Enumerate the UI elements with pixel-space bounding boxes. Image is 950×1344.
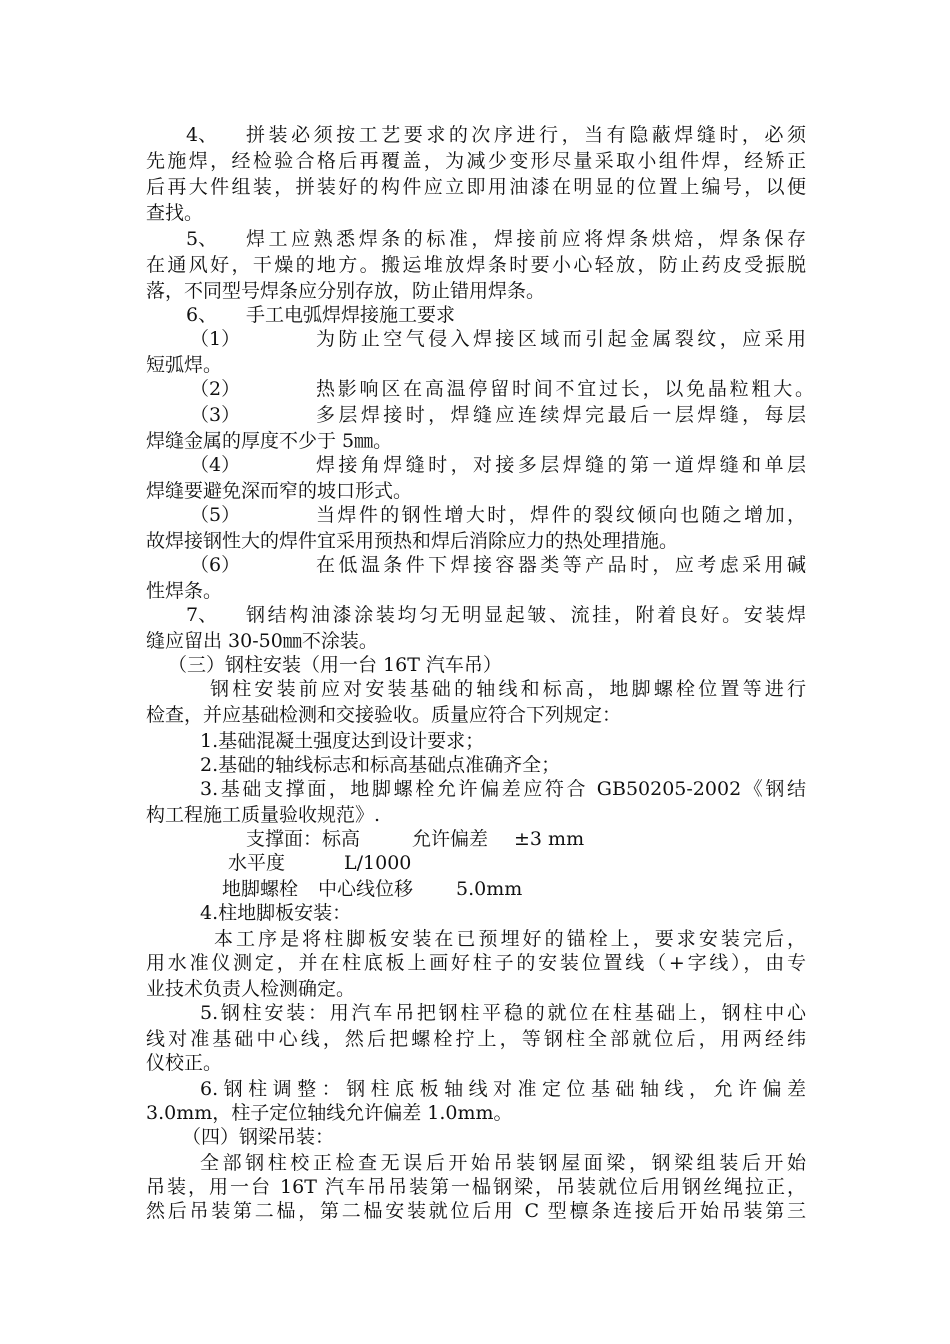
sub3-number: （3）: [190, 404, 241, 426]
tolerance-bolt-dev-label: 中心线位移: [318, 878, 414, 900]
sub1-line-1: 为防止空气侵入焊接区域而引起金属裂纹，应采用: [316, 328, 806, 350]
tolerance-support-label: 支撑面：标高: [246, 828, 361, 850]
sub6-line-2: 性焊条。: [146, 580, 223, 602]
item7-line-1: 钢结构油漆涂装均匀无明显起皱、流挂，附着良好。安装焊: [246, 604, 806, 626]
item4-number: 4、: [186, 124, 218, 146]
sub3-line-2: 焊缝金属的厚度不少于 5㎜。: [146, 430, 393, 452]
item5-line-1: 焊工应熟悉焊条的标准，焊接前应将焊条烘焙，焊条保存: [246, 228, 806, 250]
tolerance-level-label: 水平度: [228, 852, 286, 874]
requirement-2: 2.基础的轴线标志和标高基础点准确齐全；: [200, 754, 561, 776]
item5-number: 5、: [186, 228, 218, 250]
item4-line-2: 先施焊，经检验合格后再覆盖，为减少变形尽量采取小组件焊，经矫正: [146, 150, 806, 172]
sub4-line-1: 焊接角焊缝时，对接多层焊缝的第一道焊缝和单层: [316, 454, 806, 476]
sub1-line-2: 短弧焊。: [146, 354, 223, 376]
sub5-line-2: 故焊接钢性大的焊件宜采用预热和焊后消除应力的热处理措施。: [146, 530, 679, 552]
sub4-number: （4）: [190, 454, 241, 476]
sub6-line-1: 在低温条件下焊接容器类等产品时，应考虑采用碱: [316, 554, 806, 576]
requirement-1: 1.基础混凝土强度达到设计要求；: [200, 730, 485, 752]
requirement-3-line-1: 3.基础支撑面，地脚螺栓允许偏差应符合 GB50205-2002《钢结: [200, 778, 806, 800]
step6-line-2: 3.0mm，柱子定位轴线允许偏差 1.0mm。: [146, 1102, 513, 1124]
sub2-line-1: 热影响区在高温停留时间不宜过长，以免晶粒粗大。: [316, 378, 814, 400]
sub2-number: （2）: [190, 378, 241, 400]
item4-line-3: 后再大件组装，拼装好的构件应立即用油漆在明显的位置上编号，以便: [146, 176, 806, 198]
sub5-line-1: 当焊件的钢性增大时，焊件的裂纹倾向也随之增加，: [316, 504, 806, 526]
item5-line-3: 落，不同型号焊条应分别存放，防止错用焊条。: [146, 280, 546, 302]
requirement-3-line-2: 构工程施工质量验收规范》.: [146, 804, 381, 826]
sub1-number: （1）: [190, 328, 241, 350]
sub6-number: （6）: [190, 554, 241, 576]
tolerance-support-dev-label: 允许偏差: [412, 828, 489, 850]
step4-line-2: 用水准仪测定，并在柱底板上画好柱子的安装位置线（+字线），由专: [146, 952, 806, 974]
item7-line-2: 缝应留出 30-50㎜不涂装。: [146, 630, 378, 652]
section3-heading: （三）钢柱安装（用一台 16T 汽车吊）: [168, 654, 502, 676]
step4-line-1: 本工序是将柱脚板安装在已预埋好的锚栓上，要求安装完后，: [214, 928, 806, 950]
item6-number: 6、: [186, 304, 218, 326]
sub5-number: （5）: [190, 504, 241, 526]
tolerance-bolt-value: 5.0mm: [456, 878, 523, 900]
tolerance-support-value: ±3 mm: [514, 828, 585, 850]
section4-line-3: 然后吊装第二榀，第二榀安装就位后用 C 型檩条连接后开始吊装第三: [146, 1200, 806, 1222]
tolerance-bolt-label: 地脚螺栓: [222, 878, 299, 900]
section4-heading: （四）钢梁吊装：: [182, 1126, 335, 1148]
sub3-line-1: 多层焊接时，焊缝应连续焊完最后一层焊缝，每层: [316, 404, 806, 426]
section4-line-2: 吊装，用一台 16T 汽车吊吊装第一榀钢梁，吊装就位后用钢丝绳拉正，: [146, 1176, 806, 1198]
step6-line-1: 6.钢柱调整：钢柱底板轴线对准定位基础轴线，允许偏差: [200, 1078, 806, 1100]
section4-line-1: 全部钢柱校正检查无误后开始吊装钢屋面梁，钢梁组装后开始: [200, 1152, 806, 1174]
tolerance-level-value: L/1000: [344, 852, 412, 874]
section3-intro-line-1: 钢柱安装前应对安装基础的轴线和标高，地脚螺栓位置等进行: [210, 678, 806, 700]
item4-line-1: 拼装必须按工艺要求的次序进行，当有隐蔽焊缝时，必须: [246, 124, 806, 146]
item5-line-2: 在通风好，干燥的地方。搬运堆放焊条时要小心轻放，防止药皮受振脱: [146, 254, 806, 276]
step4-line-3: 业技术负责人检测确定。: [146, 978, 356, 1000]
step5-line-2: 线对准基础中心线，然后把螺栓拧上，等钢柱全部就位后，用两经纬: [146, 1028, 806, 1050]
item4-line-4: 查找。: [146, 202, 204, 224]
section3-intro-line-2: 检查，并应基础检测和交接验收。质量应符合下列规定：: [146, 704, 622, 726]
item6-title: 手工电弧焊焊接施工要求: [246, 304, 456, 326]
item7-number: 7、: [186, 604, 218, 626]
step4-title: 4.柱地脚板安装：: [200, 902, 352, 924]
step5-line-3: 仪校正。: [146, 1052, 223, 1074]
step5-line-1: 5.钢柱安装：用汽车吊把钢柱平稳的就位在柱基础上，钢柱中心: [200, 1002, 806, 1024]
sub4-line-2: 焊缝要避免深而窄的坡口形式。: [146, 480, 413, 502]
